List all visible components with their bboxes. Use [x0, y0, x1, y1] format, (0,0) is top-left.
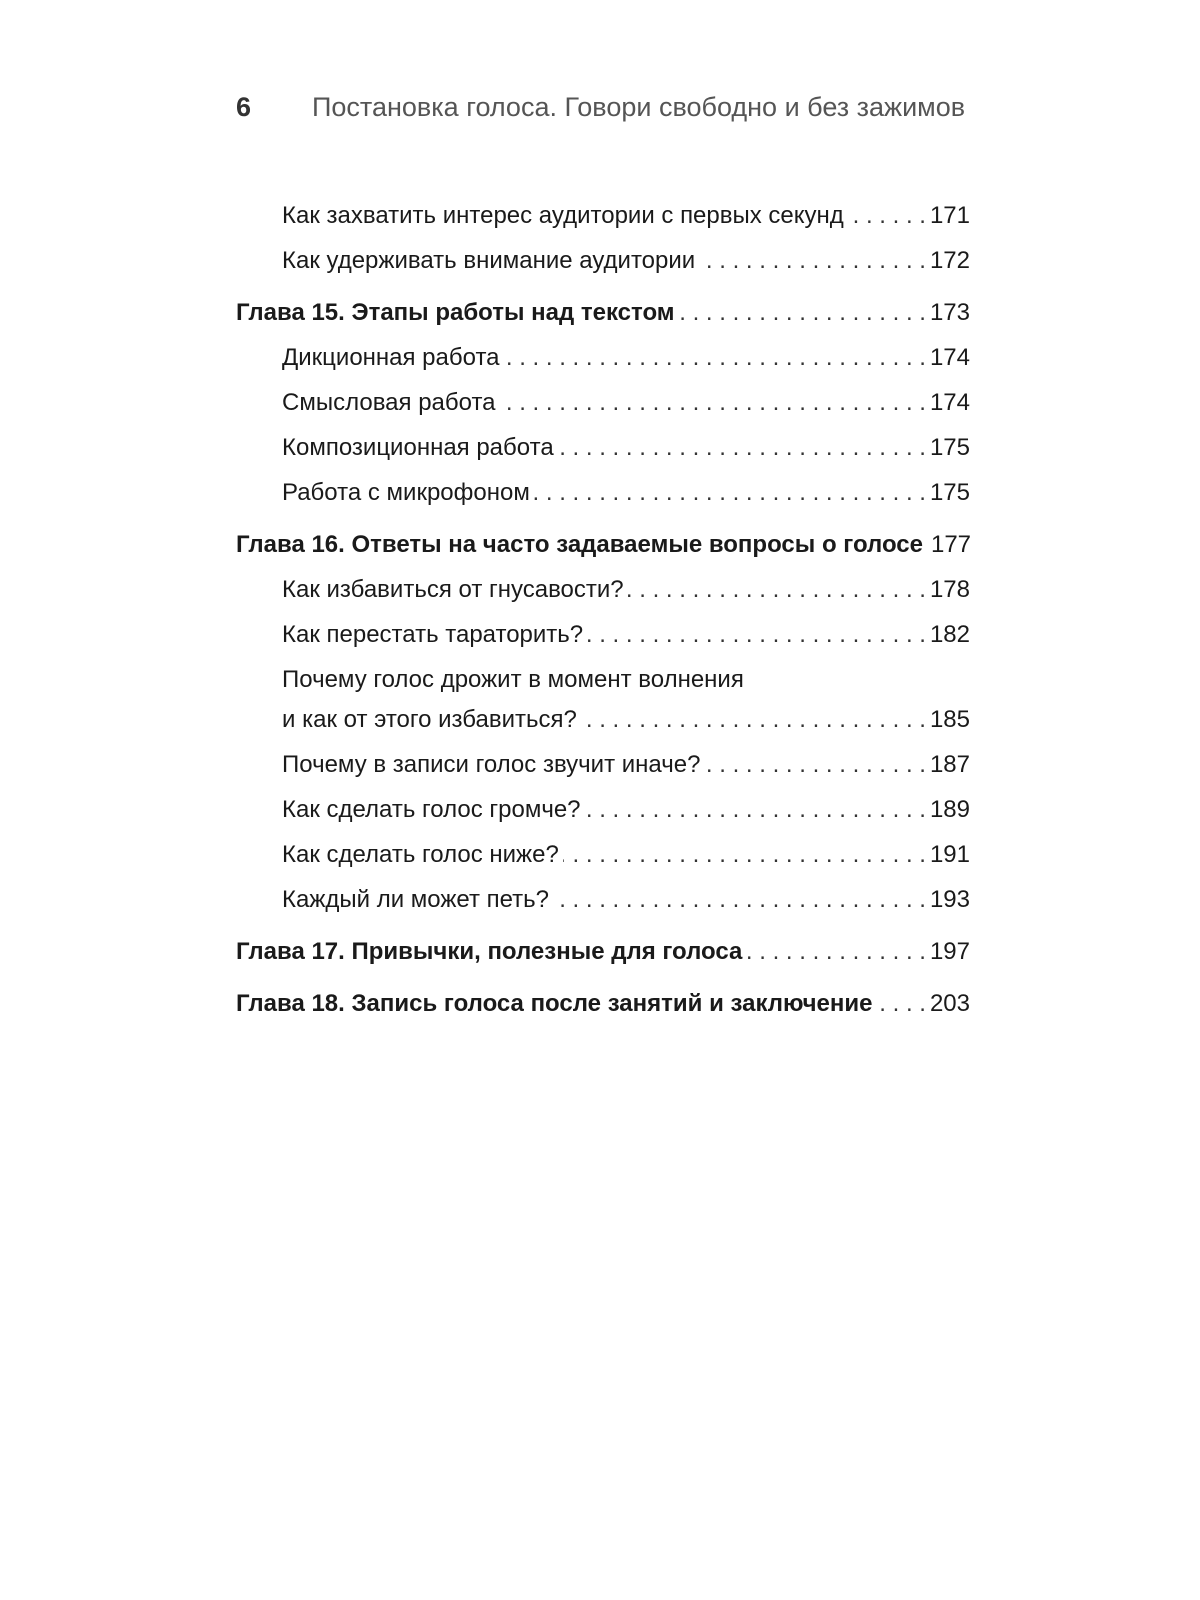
toc-entry-page: 187: [929, 751, 970, 778]
toc-entry-title: Как сделать голос ниже?: [282, 841, 559, 868]
toc-entry: [236, 615, 970, 655]
toc-entry-page: 172: [929, 247, 970, 274]
dot-leader: [628, 570, 926, 610]
toc-entry: [236, 428, 970, 468]
toc-entry-title: Как перестать тараторить?: [282, 621, 584, 648]
toc-chapter-page: 203: [929, 990, 970, 1017]
toc-entry-title-line2: и как от этого избавиться?: [282, 706, 577, 733]
toc-chapter-page: 197: [929, 938, 970, 965]
toc-entry-title: Дикционная работа: [282, 344, 500, 371]
toc-chapter-page: 173: [929, 299, 970, 326]
toc-entry: [236, 338, 970, 378]
dot-leader: [504, 338, 926, 378]
toc-entry-page: 191: [929, 841, 970, 868]
toc-entry: [236, 570, 970, 610]
dot-leader: [704, 745, 926, 785]
toc-entry-page: 182: [929, 621, 970, 648]
table-of-contents: [236, 196, 970, 1029]
toc-entry-page: 185: [929, 706, 970, 733]
toc-entry-page: 174: [929, 344, 970, 371]
book-title: Постановка голоса. Говори свободно и без зажимов: [312, 92, 966, 122]
dot-leader: [553, 880, 926, 920]
toc-chapter-page: 177: [930, 531, 972, 558]
toc-entry-title: Как удерживать внимание аудитории: [282, 247, 696, 274]
dot-leader: [848, 196, 926, 236]
toc-entry: [236, 383, 970, 423]
toc-entry: [236, 196, 970, 236]
toc-entry-title: Работа с микрофоном: [282, 479, 530, 506]
toc-entry-title-line1: Почему голос дрожит в момент волнения: [282, 666, 744, 693]
toc-chapter-title: Глава 18. Запись голоса после занятий и заключение: [236, 990, 873, 1017]
toc-entry-title: Композиционная работа: [282, 434, 554, 461]
dot-leader: [746, 932, 926, 972]
toc-entry-page: 175: [929, 434, 970, 461]
toc-entry: [236, 835, 970, 875]
dot-leader: [876, 984, 925, 1024]
toc-chapter-title: Глава 17. Привычки, полезные для голоса: [236, 938, 743, 965]
toc-entry-page: 178: [929, 576, 970, 603]
dot-leader: [563, 835, 926, 875]
toc-entry-title: Почему в записи голос звучит иначе?: [282, 751, 701, 778]
dot-leader: [587, 615, 926, 655]
toc-chapter-title: Глава 15. Этапы работы над текстом: [236, 299, 675, 326]
toc-entry: [236, 745, 970, 785]
toc-entry-title: Как сделать голос громче?: [282, 796, 581, 823]
toc-entry: [236, 880, 970, 920]
toc-entry-title: Смысловая работа: [282, 389, 496, 416]
toc-entry-title: Каждый ли может петь?: [282, 886, 550, 913]
toc-chapter: [236, 525, 970, 565]
toc-entry-title: Как захватить интерес аудитории с первых секунд: [282, 202, 844, 229]
toc-entry-page: 189: [929, 796, 970, 823]
running-head: [236, 92, 970, 132]
dot-leader: [558, 428, 926, 468]
dot-leader: [585, 790, 926, 830]
toc-entry-page: 174: [929, 389, 970, 416]
toc-entry: [236, 241, 970, 281]
toc-entry-line2: [282, 700, 970, 740]
toc-entry-page: 175: [929, 479, 970, 506]
dot-leader: [500, 383, 926, 423]
toc-chapter-title: Глава 16. Ответы на часто задаваемые вопросы о голосе: [236, 531, 923, 558]
toc-entry-title: Как избавиться от гнусавости?: [282, 576, 624, 603]
toc-entry: [236, 790, 970, 830]
toc-chapter: [236, 932, 970, 972]
dot-leader: [534, 473, 926, 513]
toc-entry-page: 171: [929, 202, 970, 229]
dot-leader: [581, 700, 926, 740]
toc-chapter: [236, 293, 970, 333]
dot-leader: [679, 293, 926, 333]
page-number: 6: [236, 92, 252, 122]
toc-entry-multiline: [236, 660, 970, 740]
toc-entry: [236, 473, 970, 513]
toc-chapter: [236, 984, 970, 1024]
toc-entry-page: 193: [929, 886, 970, 913]
dot-leader: [699, 241, 926, 281]
